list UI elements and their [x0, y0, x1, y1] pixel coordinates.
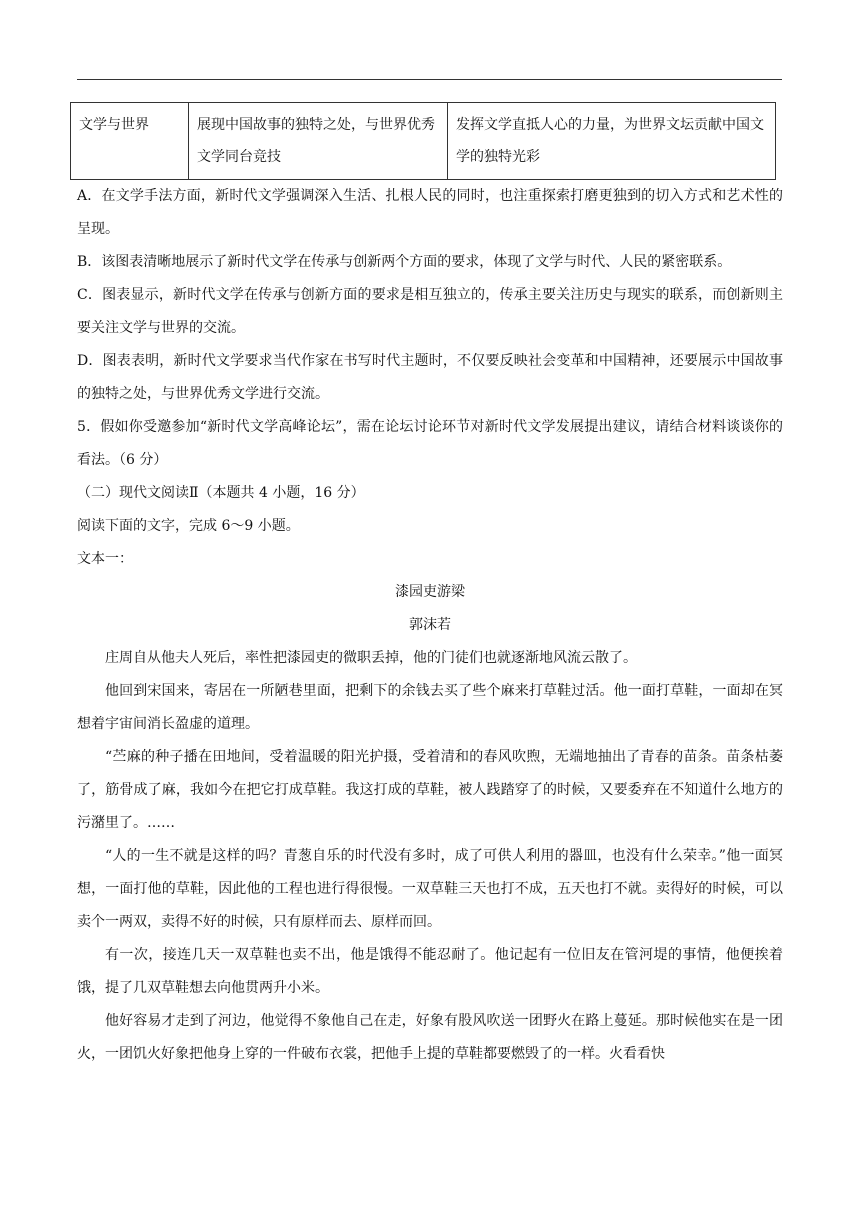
comparison-table	[70, 102, 776, 180]
table-cell-category: 文学与世界	[71, 103, 189, 180]
article-paragraph: “人的一生不就是这样的吗？青葱自乐的时代没有多时，成了可供人利用的器皿，也没有什么荣幸。”他一面冥想，一面打他的草鞋，因此他的工程也进行得很慢。一双草鞋三天也打不成，五天也打不就。卖得好的时候，可以卖个一两双，卖得不好的时候，只有原样而去、原样而回。	[77, 848, 783, 930]
header-rule	[77, 79, 782, 80]
option-d: D．图表表明，新时代文学要求当代作家在书写时代主题时，不仅要反映社会变革和中国精神，还要展示中国故事的独特之处，与世界优秀文学进行交流。	[77, 353, 783, 402]
text-label: 文本一：	[77, 551, 133, 567]
document-body	[77, 180, 783, 1071]
article-title: 漆园吏游梁	[395, 584, 465, 600]
table-cell-innovation: 发挥文学直抵人心的力量，为世界文坛贡献中国文学的独特光彩	[448, 103, 776, 180]
article-author: 郭沫若	[409, 617, 451, 633]
option-b: B．该图表清晰地展示了新时代文学在传承与创新两个方面的要求，体现了文学与时代、人民的紧密联系。	[77, 254, 732, 270]
table-cell-inheritance: 展现中国故事的独特之处，与世界优秀文学同台竞技	[189, 103, 448, 180]
section-title: （二）现代文阅读Ⅱ（本题共 4 小题，16 分）	[77, 485, 365, 501]
article-paragraph: 他好容易才走到了河边，他觉得不象他自己在走，好象有股风吹送一团野火在路上蔓延。那时候他实在是一团火，一团饥火好象把他身上穿的一件破布衣裳，把他手上提的草鞋都要燃毁了的一样。火看看快	[77, 1013, 783, 1062]
reading-instruction: 阅读下面的文字，完成 6～9 小题。	[77, 518, 300, 534]
article-paragraph: “苎麻的种子播在田地间，受着温暖的阳光护摄，受着清和的春风吹煦，无端地抽出了青春的苗条。苗条枯萎了，筋骨成了麻，我如今在把它打成草鞋。我这打成的草鞋，被人践踏穿了的时候，又要委弃在不知道什么地方的污潴里了。……	[77, 749, 783, 831]
table-row	[71, 103, 776, 180]
article-paragraph: 庄周自从他夫人死后，率性把漆园吏的微职丢掉，他的门徒们也就逐渐地风流云散了。	[105, 650, 637, 666]
article-paragraph: 有一次，接连几天一双草鞋也卖不出，他是饿得不能忍耐了。他记起有一位旧友在管河堤的事情，他便挨着饿，提了几双草鞋想去向他贯两升小米。	[77, 947, 783, 996]
option-c: C．图表显示，新时代文学在传承与创新方面的要求是相互独立的，传承主要关注历史与现实的联系，而创新则主要关注文学与世界的交流。	[77, 287, 783, 336]
question-5: 5．假如你受邀参加“新时代文学高峰论坛”，需在论坛讨论环节对新时代文学发展提出建议，请结合材料谈谈你的看法。（6 分）	[77, 419, 783, 468]
article-paragraph: 他回到宋国来，寄居在一所陋巷里面，把剩下的余钱去买了些个麻来打草鞋过活。他一面打草鞋，一面却在冥想着宇宙间消长盈虚的道理。	[77, 683, 783, 732]
option-a: A．在文学手法方面，新时代文学强调深入生活、扎根人民的同时，也注重探索打磨更独到的切入方式和艺术性的呈现。	[77, 188, 783, 237]
